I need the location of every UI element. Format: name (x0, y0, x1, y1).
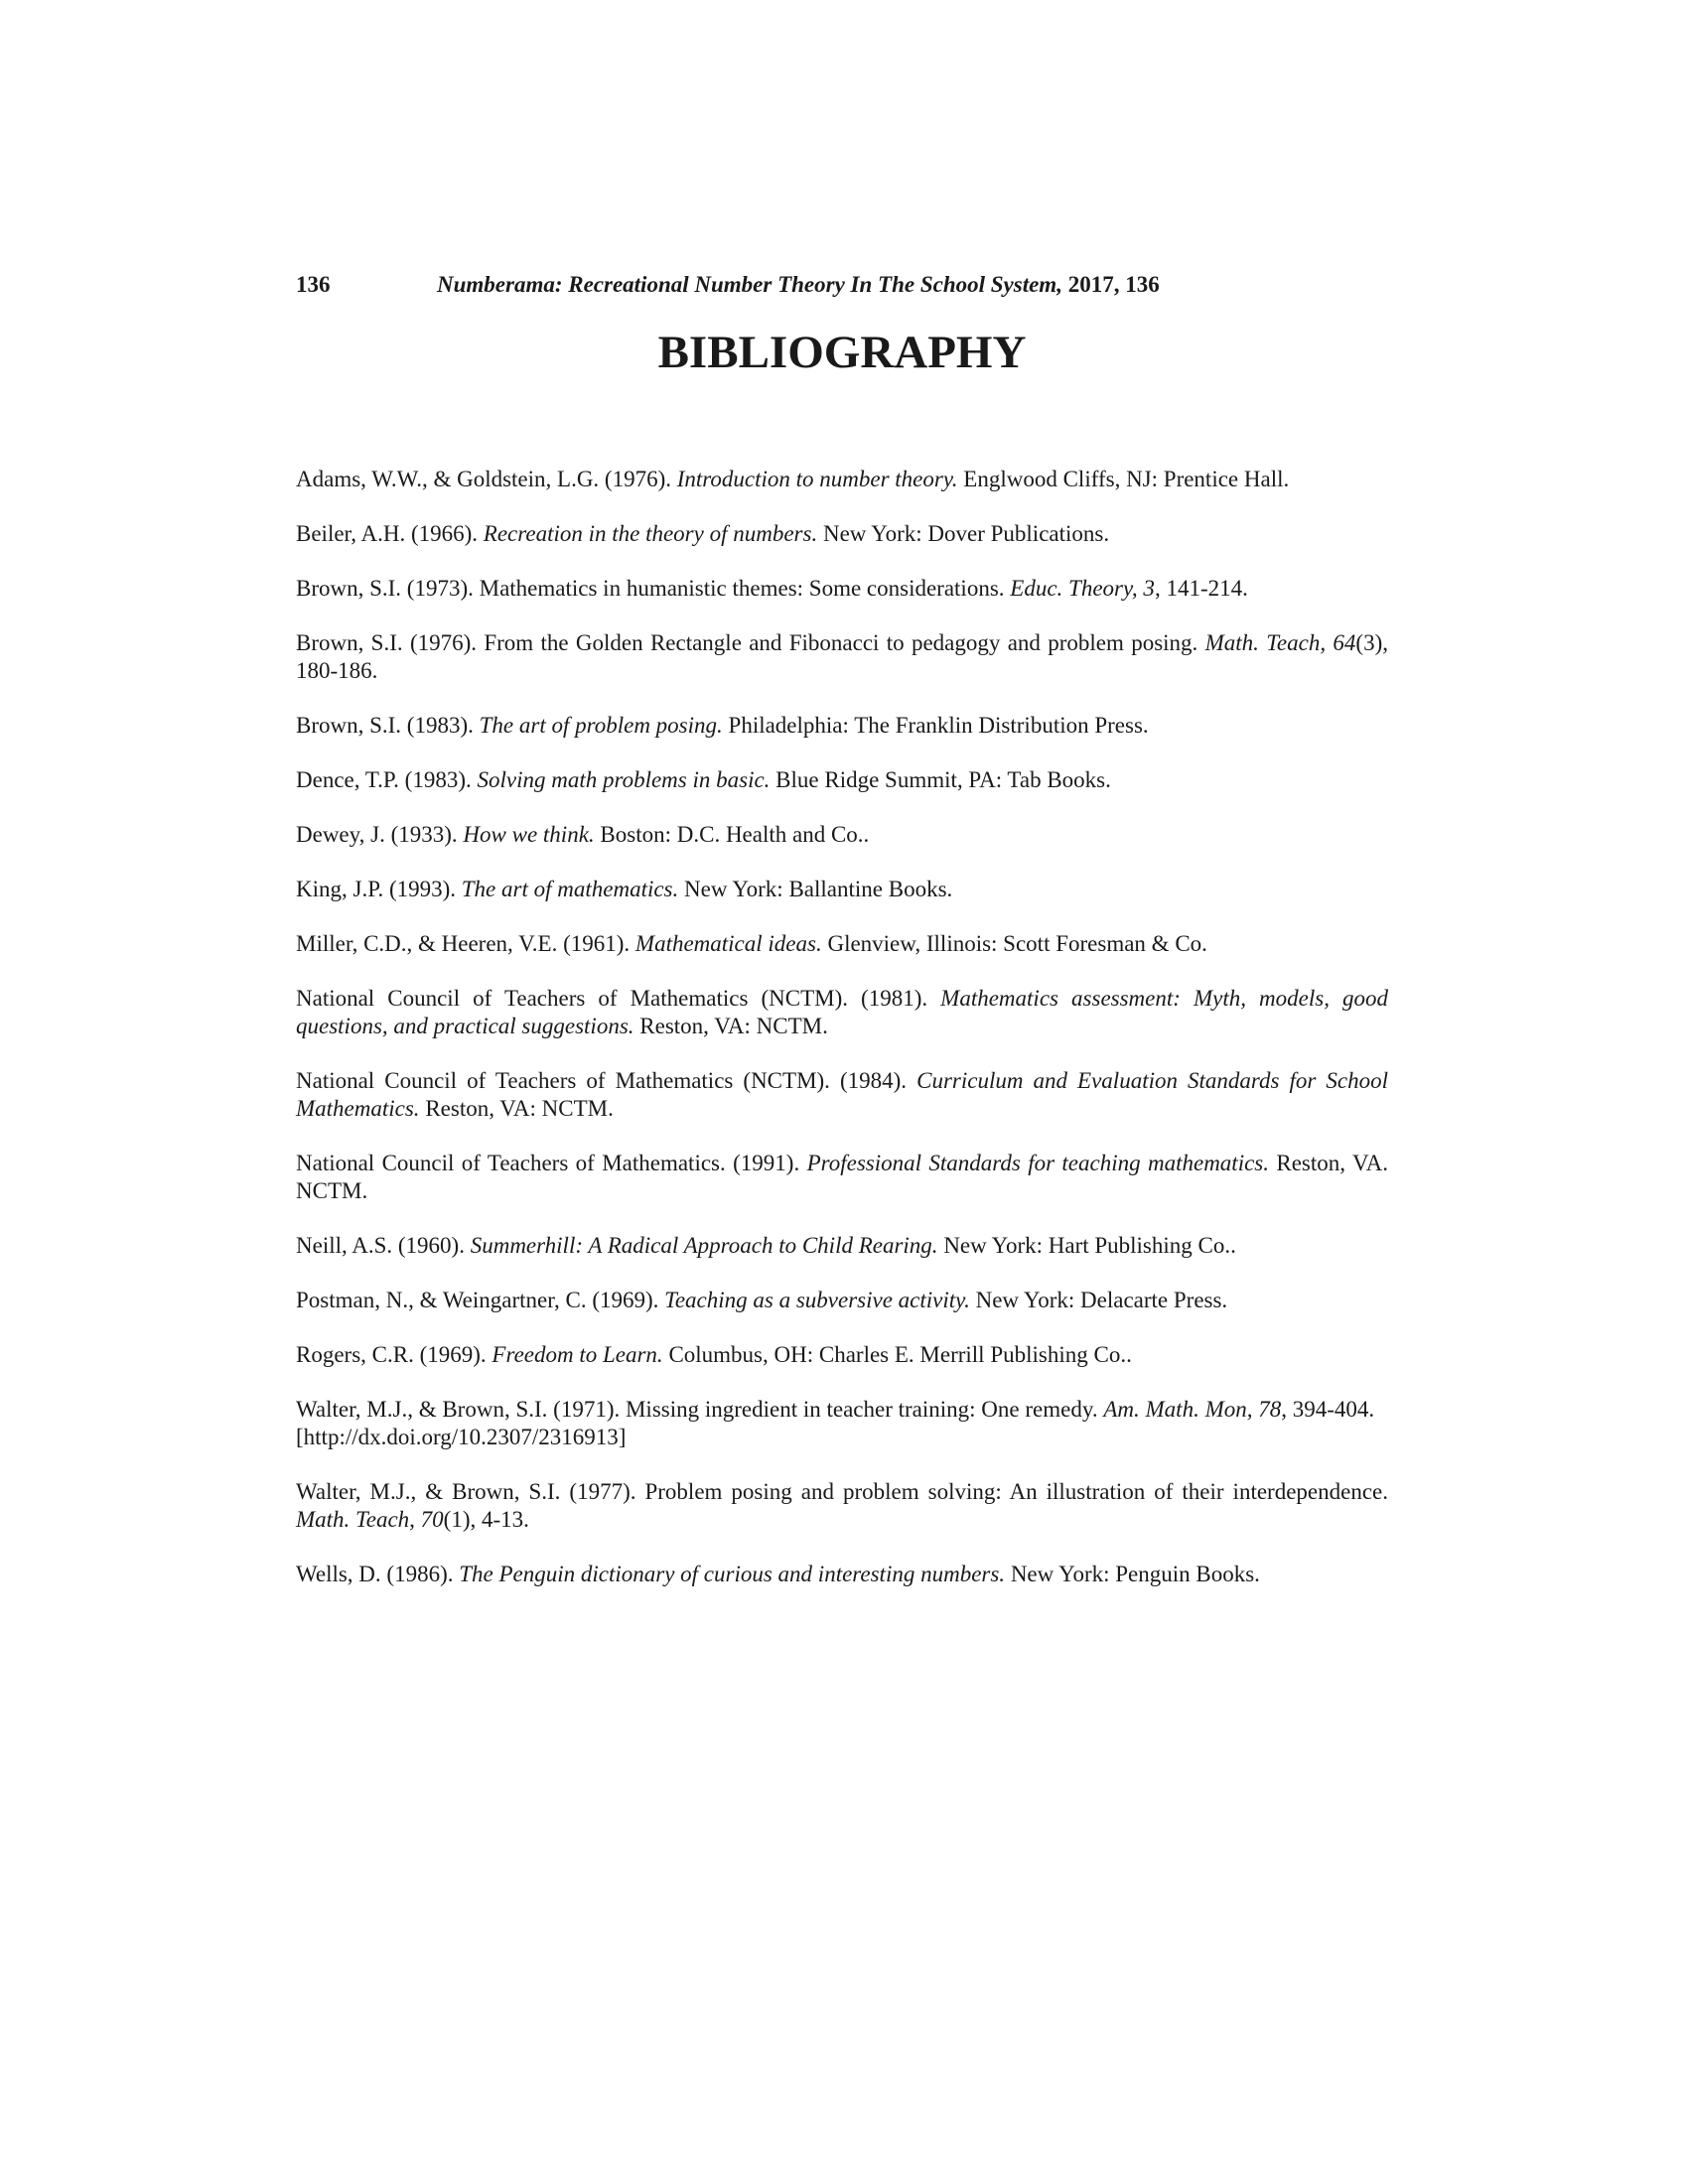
reference-italic: Math. Teach, 70 (296, 1507, 444, 1532)
reference-italic: The art of problem posing. (479, 713, 723, 738)
reference-italic: Introduction to number theory. (676, 467, 958, 491)
reference-text: , 394-404. (1281, 1397, 1375, 1422)
reference-text: Brown, S.I. (1983). (296, 713, 480, 738)
reference-italic: Am. Math. Mon, 78 (1103, 1397, 1282, 1422)
reference-text: King, J.P. (1993). (296, 877, 462, 901)
reference-italic: Teaching as a subversive activity. (664, 1288, 970, 1312)
reference-text: Brown, S.I. (1973). Mathematics in humanistic themes: Some considerations. (296, 576, 1011, 601)
reference-text: New York: Delacarte Press. (969, 1288, 1228, 1312)
reference-item (296, 1232, 1388, 1260)
reference-text: Dence, T.P. (1983). (296, 767, 478, 792)
reference-italic: Math. Teach, 64 (1204, 630, 1356, 655)
reference-text: (1), 4-13. (443, 1507, 529, 1532)
reference-item (296, 930, 1388, 958)
reference-text: Brown, S.I. (1976). From the Golden Rectangle and Fibonacci to pedagogy and problem posing. (296, 630, 1205, 655)
journal-title: Numberama: Recreational Number Theory In The School System, (437, 272, 1062, 297)
page-title: BIBLIOGRAPHY (657, 327, 1027, 378)
reference-item (296, 1478, 1388, 1534)
reference-doi-link[interactable]: [http://dx.doi.org/10.2307/2316913] (296, 1425, 627, 1449)
reference-text: Walter, M.J., & Brown, S.I. (1977). Problem posing and problem solving: An illustration of their interdependence. (296, 1479, 1388, 1504)
reference-text: Reston, VA. NCTM. (296, 1151, 1388, 1203)
reference-text: National Council of Teachers of Mathematics (NCTM). (1981). (296, 986, 941, 1011)
reference-italic: Educ. Theory, 3 (1010, 576, 1155, 601)
reference-text: Beiler, A.H. (1966). (296, 521, 484, 546)
reference-item (296, 985, 1388, 1040)
reference-item (296, 1150, 1388, 1205)
reference-italic: Mathematical ideas. (634, 931, 822, 956)
reference-item (296, 575, 1388, 603)
reference-item (296, 466, 1388, 493)
reference-italic: Solving math problems in basic. (477, 767, 771, 792)
reference-item (296, 1396, 1388, 1451)
reference-item (296, 1287, 1388, 1314)
reference-text: Englwood Cliffs, NJ: Prentice Hall. (957, 467, 1290, 491)
reference-italic: Curriculum and Evaluation Standards for School Mathematics. (296, 1068, 1389, 1121)
reference-italic: Professional Standards for teaching mathematics. (806, 1151, 1269, 1175)
reference-text: , 141-214. (1154, 576, 1248, 601)
reference-text: Boston: D.C. Health and Co.. (594, 822, 870, 847)
reference-text: New York: Dover Publications. (817, 521, 1110, 546)
reference-text: Wells, D. (1986). (296, 1562, 460, 1586)
reference-text: Rogers, C.R. (1969). (296, 1342, 492, 1367)
reference-text: Reston, VA: NCTM. (419, 1096, 614, 1121)
reference-italic: Recreation in the theory of numbers. (483, 521, 818, 546)
reference-text: Dewey, J. (1933). (296, 822, 464, 847)
reference-text: Neill, A.S. (1960). (296, 1233, 471, 1258)
reference-italic: How we think. (463, 822, 595, 847)
reference-item (296, 876, 1388, 903)
reference-text: Adams, W.W., & Goldstein, L.G. (1976). (296, 467, 677, 491)
running-head (296, 272, 1229, 298)
reference-italic: The art of mathematics. (461, 877, 679, 901)
reference-item (296, 520, 1388, 548)
reference-item (296, 821, 1388, 849)
journal-year-page: 2017, 136 (1061, 272, 1160, 297)
reference-italic: Summerhill: A Radical Approach to Child Rearing. (470, 1233, 938, 1258)
reference-text: National Council of Teachers of Mathematics. (1991). (296, 1151, 807, 1175)
reference-text: Miller, C.D., & Heeren, V.E. (1961). (296, 931, 635, 956)
reference-text: Columbus, OH: Charles E. Merrill Publishing Co.. (662, 1342, 1132, 1367)
reference-item (296, 1561, 1388, 1588)
reference-item (296, 1341, 1388, 1369)
reference-text: National Council of Teachers of Mathematics (NCTM). (1984). (296, 1068, 917, 1093)
reference-text: New York: Penguin Books. (1005, 1562, 1260, 1586)
reference-list (296, 466, 1388, 1615)
reference-text: Philadelphia: The Franklin Distribution Press. (722, 713, 1149, 738)
reference-text: Glenview, Illinois: Scott Foresman & Co. (821, 931, 1207, 956)
reference-text: Reston, VA: NCTM. (633, 1014, 828, 1038)
title-container (296, 326, 1388, 379)
reference-item (296, 712, 1388, 740)
reference-text: Walter, M.J., & Brown, S.I. (1971). Missing ingredient in teacher training: One remedy. (296, 1397, 1104, 1422)
reference-italic: The Penguin dictionary of curious and interesting numbers. (459, 1562, 1006, 1586)
reference-item (296, 629, 1388, 685)
page-number: 136 (296, 272, 331, 297)
reference-text: (3), 180-186. (296, 630, 1388, 683)
reference-text: New York: Hart Publishing Co.. (937, 1233, 1236, 1258)
reference-item (296, 1067, 1388, 1123)
reference-italic: Freedom to Learn. (492, 1342, 663, 1367)
reference-text: Blue Ridge Summit, PA: Tab Books. (770, 767, 1111, 792)
reference-italic: Mathematics assessment: Myth, models, good questions, and practical suggestions. (296, 986, 1389, 1038)
reference-text: New York: Ballantine Books. (678, 877, 953, 901)
reference-text: Postman, N., & Weingartner, C. (1969). (296, 1288, 665, 1312)
reference-item (296, 766, 1388, 794)
